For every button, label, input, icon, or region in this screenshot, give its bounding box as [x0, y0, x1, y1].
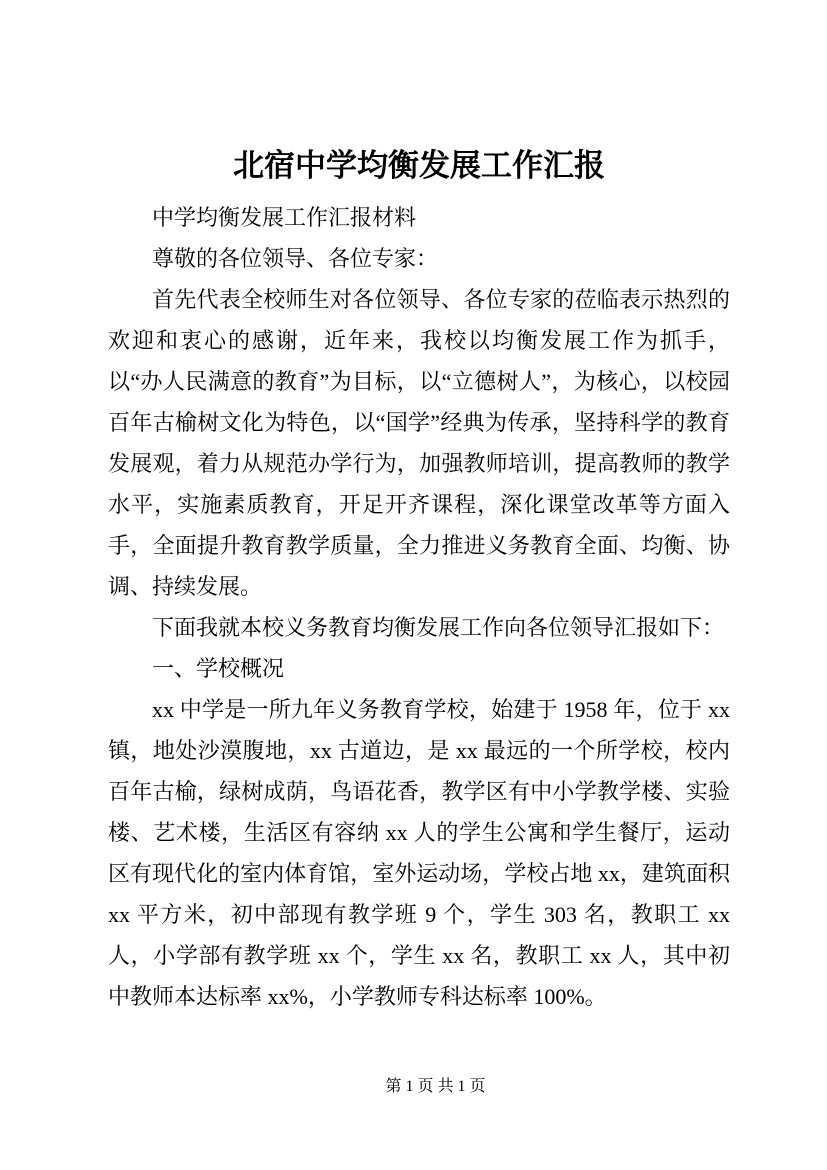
- paragraph-salutation: 尊敬的各位领导、各位专家：: [152, 246, 439, 271]
- document-title: 北宿中学均衡发展工作汇报: [233, 148, 605, 183]
- page-number-footer: 第 1 页 共 1 页: [385, 1078, 486, 1095]
- paragraph-transition: 下面我就本校义务教育均衡发展工作向各位领导汇报如下：: [152, 615, 725, 640]
- document-body: [108, 145, 730, 1017]
- paragraph-subtitle: 中学均衡发展工作汇报材料: [152, 205, 417, 230]
- paragraph-school-overview: xx 中学是一所九年义务教育学校，始建于 1958 年，位于 xx 镇，地处沙漠腹地，xx 古道边，是 xx 最远的一个所学校，校内百年古榆，绿树成荫，鸟语花香，教学区有中小学教学楼、实验楼、艺术楼，生活区有容纳 xx 人的学生公寓和学生餐厅，运动区有现代化的室内体育馆，室外运动场，学校占地 xx，建筑面积 xx 平方米，初中部现有教学班 9 个，学生 303 名，教职工 xx 人，小学部有教学班 xx 个，学生 xx 名，教职工 xx 人，其中初中教师本达标率 xx%，小学教师专科达标率 100%。: [108, 697, 730, 1009]
- section-heading-school-overview: 一、学校概况: [152, 656, 285, 681]
- paragraph-intro: 首先代表全校师生对各位领导、各位专家的莅临表示热烈的欢迎和衷心的感谢，近年来，我校以均衡发展工作为抓手，以“办人民满意的教育”为目标，以“立德树人”，为核心，以校园百年古榆树文化为特色，以“国学”经典为传承，坚持科学的教育发展观，着力从规范办学行为，加强教师培训，提高教师的教学水平，实施素质教育，开足开齐课程，深化课堂改革等方面入手，全面提升教育教学质量，全力推进义务教育全面、均衡、协调、持续发展。: [108, 287, 730, 599]
